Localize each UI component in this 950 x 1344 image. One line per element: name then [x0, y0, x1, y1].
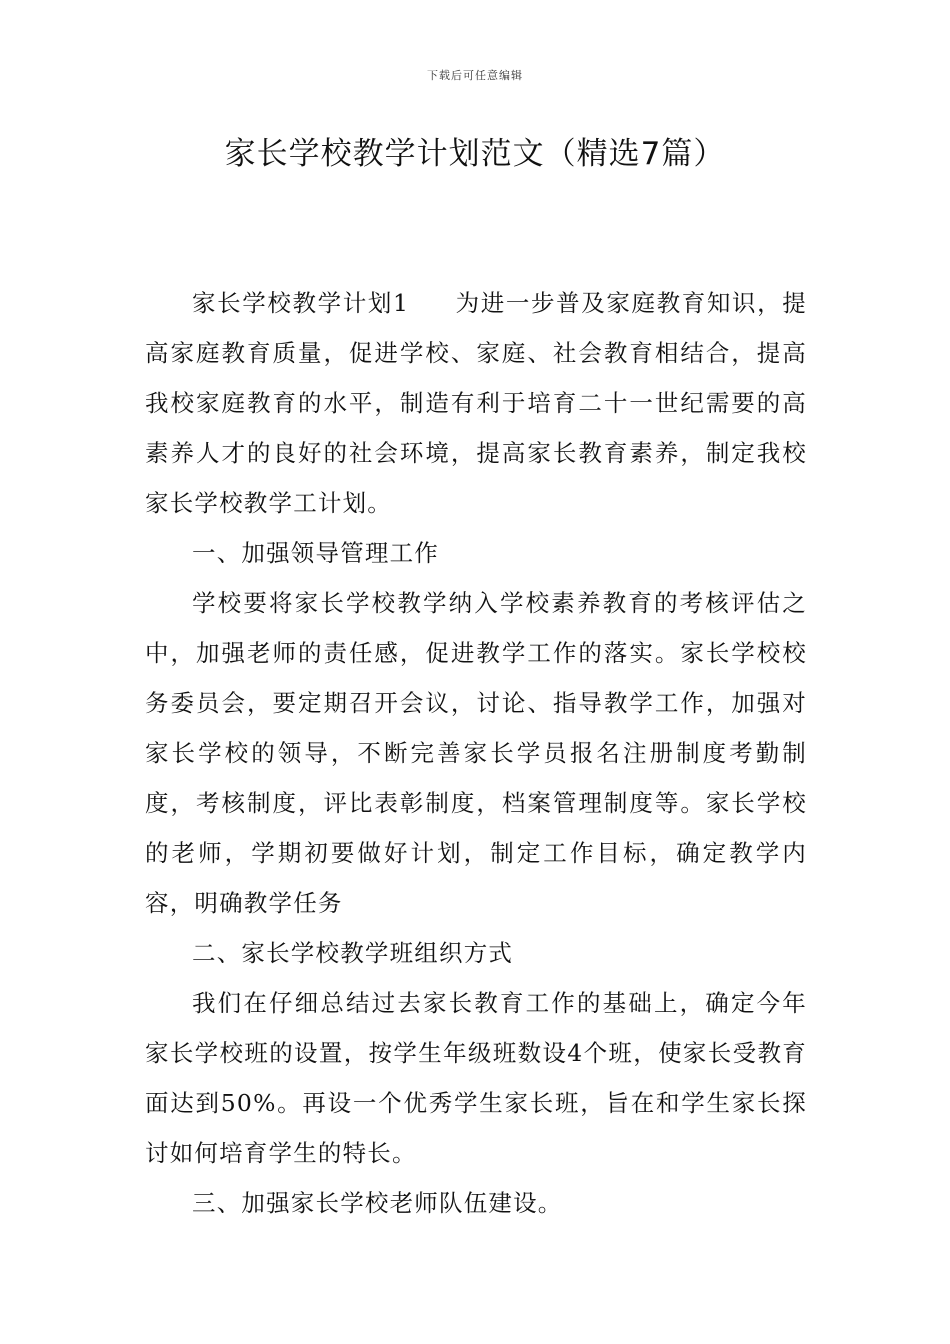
section-heading-2: 二、家长学校教学班组织方式 — [192, 939, 514, 967]
section-heading-3: 三、加强家长学校老师队伍建设。 — [192, 1189, 563, 1217]
document-title: 家长学校教学计划范文（精选7篇） — [224, 136, 726, 172]
section-heading-1: 一、加强领导管理工作 — [192, 539, 439, 567]
section-paragraph-2: 我们在仔细总结过去家长教育工作的基础上，确定今年家长学校班的设置，按学生年级班数设4个班，使家长受教育面达到50%。再设一个优秀学生家长班，旨在和学生家长探讨如何培育学生的特长。 — [145, 989, 807, 1167]
intro-lead: 家长学校教学计划1 — [192, 289, 410, 317]
intro-body: 为进一步普及家庭教育知识，提高家庭教育质量，促进学校、家庭、社会教育相结合，提高我校家庭教育的水平，制造有利于培育二十一世纪需要的高素养人才的良好的社会环境，提高家长教育素养，制定我校家长学校教学工计划。 — [145, 289, 807, 517]
document-body — [145, 278, 807, 1228]
intro-paragraph — [145, 278, 807, 528]
header-note: 下载后可任意编辑 — [427, 69, 523, 82]
section-paragraph-1: 学校要将家长学校教学纳入学校素养教育的考核评估之中，加强老师的责任感，促进教学工作的落实。家长学校校务委员会，要定期召开会议，讨论、指导教学工作，加强对家长学校的领导，不断完善家长学员报名注册制度考勤制度，考核制度，评比表彰制度，档案管理制度等。家长学校的老师，学期初要做好计划，制定工作目标，确定教学内容，明确教学任务 — [145, 589, 807, 917]
